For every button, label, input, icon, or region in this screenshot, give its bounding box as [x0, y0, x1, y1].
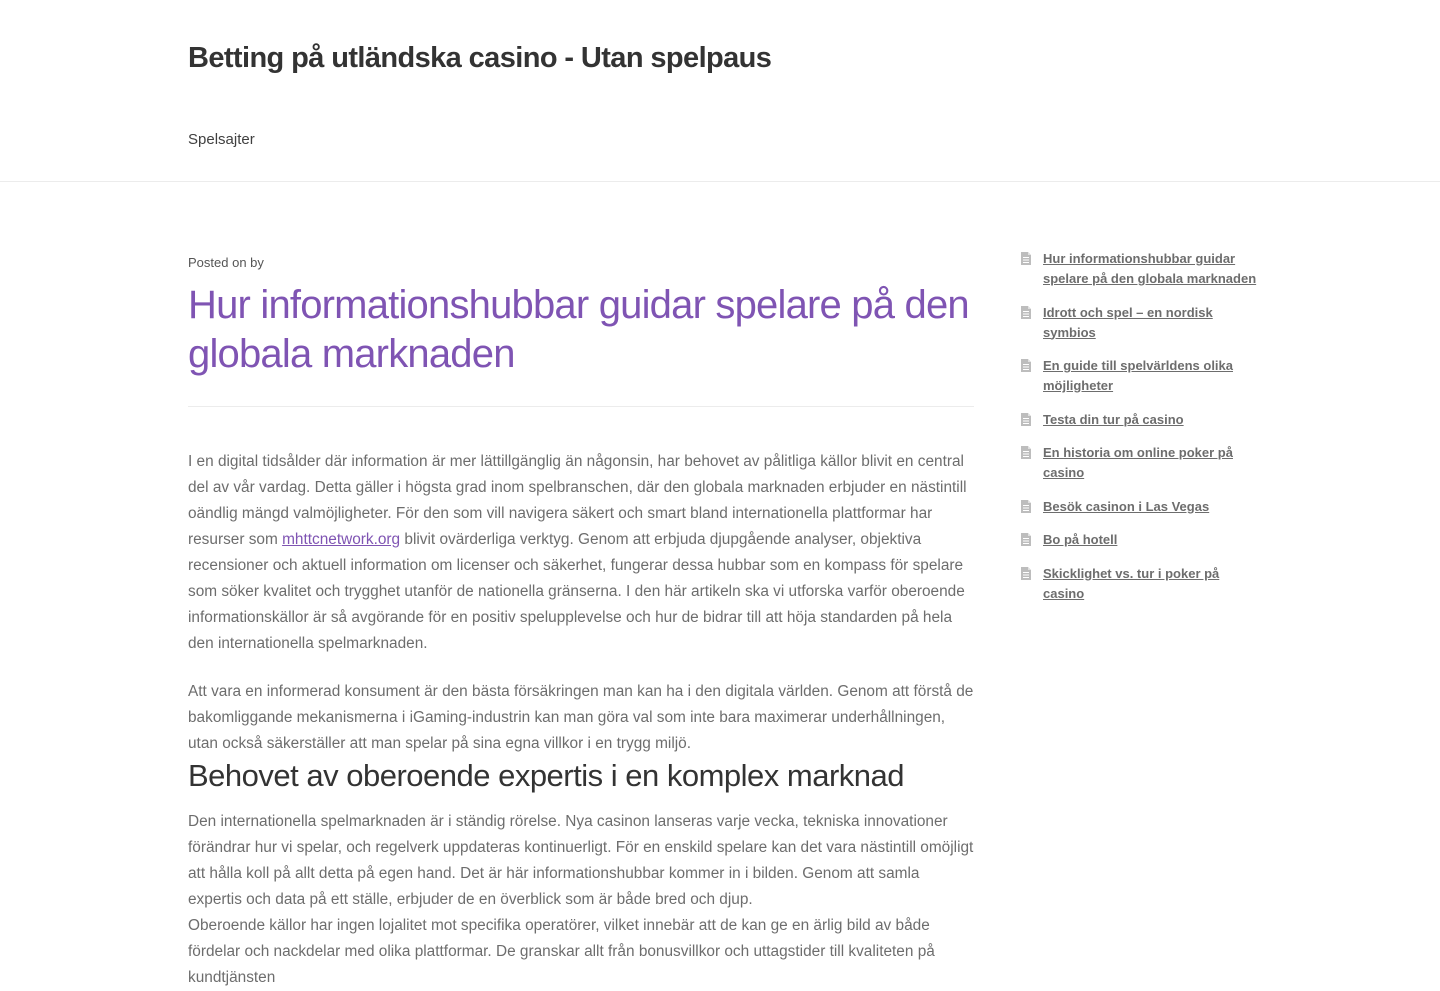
paragraph-intro-text-b: blivit ovärderliga verktyg. Genom att erbjuda djupgående analyser, objektiva recensioner och aktuell information om licenser och säkerhet, fungerar dessa hubbar som en kompass för spelare som söker kvalitet och trygghet utanför de nationella gränserna. I den här artikeln ska vi utforska varför oberoende informationskällor är så avgörande för en positiv spelupplevelse och hur de bidrar till att höja standarden på hela den internationella spelmarknaden.	[188, 531, 965, 652]
title-divider	[188, 406, 974, 407]
sidebar-link[interactable]: Hur informationshubbar guidar spelare på den globala marknaden	[1043, 251, 1257, 286]
document-icon	[1021, 533, 1031, 546]
sidebar-link[interactable]: En guide till spelvärldens olika möjligheter	[1043, 358, 1233, 393]
paragraph-informed-consumer: Att vara en informerad konsument är den bästa försäkringen man kan ha i den digitala världen. Genom att förstå de bakomliggande mekanismerna i iGaming-industrin kan man göra val som inte bara maximerar underhållningen, utan också säkerställer att man spelar på sina egna villkor i en trygg miljö.	[188, 683, 974, 752]
paragraph-market: Den internationella spelmarknaden är i ständig rörelse. Nya casinon lanseras varje vecka, tekniska innovationer förändrar hur vi spelar, och regelverk uppdateras kontinuerligt. För en enskild spelare kan det vara nästintill omöjligt att hålla koll på allt detta på egen hand. Det är här informationshubbar kommer in i bilden. Genom att samla expertis och data på ett ställe, erbjuder de en överblick som är både bred och djup.	[188, 813, 974, 908]
recent-posts-list	[1020, 249, 1260, 604]
nav-item-spelsajter[interactable]: Spelsajter	[188, 131, 255, 148]
sidebar-link[interactable]: Bo på hotell	[1043, 532, 1118, 547]
list-item	[1020, 410, 1260, 430]
list-item	[1020, 356, 1260, 396]
section-heading: Behovet av oberoende expertis i en komplex marknad	[188, 758, 904, 793]
list-item	[1020, 497, 1260, 517]
document-icon	[1021, 500, 1031, 513]
mhttcnetwork-link[interactable]: mhttcnetwork.org	[282, 531, 401, 548]
sidebar-link[interactable]: Testa din tur på casino	[1043, 411, 1184, 427]
list-item	[1020, 443, 1260, 483]
document-icon	[1021, 306, 1031, 319]
sidebar-link[interactable]: En historia om online poker på casino	[1043, 445, 1233, 480]
document-icon	[1021, 446, 1031, 459]
list-item	[1020, 249, 1260, 289]
sidebar-link[interactable]: Skicklighet vs. tur i poker på casino	[1043, 565, 1220, 601]
paragraph-intro-text-a: I en digital tidsålder där information är mer lättillgänglig än någonsin, har behovet av pålitliga källor blivit en central del av vår vardag. Detta gäller i högsta grad inom spelbranschen, där den globala marknaden erbjuder en nästintill oändlig mängd valmöjligheter. För den som vill navigera säkert och smart bland internationella plattformar har resurser som	[188, 453, 967, 548]
document-icon	[1021, 359, 1031, 372]
paragraph-intro	[188, 449, 974, 657]
post-title: Hur informationshubbar guidar spelare på den globala marknaden	[188, 283, 969, 376]
paragraph-independent-sources: Oberoende källor har ingen lojalitet mot specifika operatörer, vilket innebär att de kan ge en ärlig bild av både fördelar och nackdelar med olika plattformar. De granskar allt från bonusvillkor och uttagstider till kvaliteten på kundtjänsten	[188, 917, 935, 986]
main-content	[188, 253, 974, 991]
posted-on-meta: Posted on by	[188, 255, 264, 270]
document-icon	[1021, 252, 1031, 265]
list-item	[1020, 564, 1260, 604]
sidebar-link[interactable]: Idrott och spel – en nordisk symbios	[1043, 304, 1213, 340]
list-item	[1020, 530, 1260, 550]
sidebar-link[interactable]: Besök casinon i Las Vegas	[1043, 498, 1210, 514]
list-item	[1020, 303, 1260, 343]
document-icon	[1021, 413, 1031, 426]
post-body	[188, 449, 974, 991]
sidebar-recent-posts	[1020, 249, 1260, 617]
site-title-link[interactable]: Betting på utländska casino - Utan spelpaus	[188, 42, 772, 74]
site-header	[0, 0, 1440, 182]
document-icon	[1021, 567, 1031, 580]
